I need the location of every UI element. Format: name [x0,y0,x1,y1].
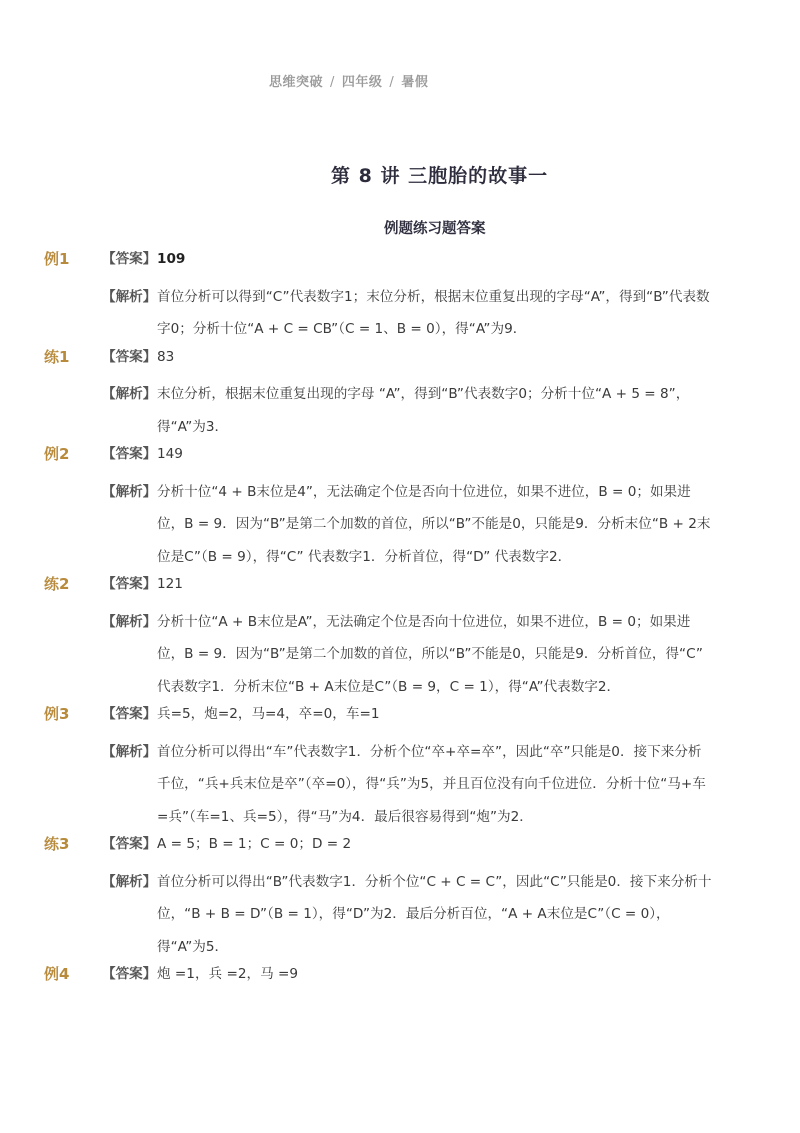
analysis-label: 【解析】 [102,288,157,305]
breadcrumb-term: 暑假 [401,75,429,90]
entry-tag: 例1 [44,250,70,268]
section-title: 例题练习题答案 [384,221,486,237]
answer-value: 121 [157,576,183,592]
lecture-title: 第 8 讲 三胞胎的故事一 [331,165,549,187]
breadcrumb-course: 思维突破 [269,75,324,90]
entry-tag: 例2 [44,445,70,463]
entry-practice-3 [0,833,800,963]
answer-value: 149 [157,446,183,462]
analysis-label: 【解析】 [102,613,157,630]
answer-value: 83 [157,348,175,365]
analysis-label: 【解析】 [102,483,157,500]
entry-example-1 [0,248,800,346]
analysis-text: 分析十位“4 + B末位是4”，无法确定个位是否向十位进位，如果不进位，B = 0；如果进位，B = 9．因为“B”是第二个加数的首位，所以“B”不能是0，只能是9．分析末位“B + 2末位是C”（B = 9），得“C” 代表数字1．分析首位，得“D” 代表数字2． [157,483,711,565]
breadcrumb [269,71,428,90]
entry-tag: 练1 [44,347,70,366]
entry-practice-2 [0,573,800,703]
entry-example-3 [0,703,800,833]
entry-example-2 [0,443,800,573]
answer-label: 【答案】 [102,706,157,722]
answer-label: 【答案】 [102,966,157,982]
entry-tag: 例3 [44,705,70,723]
answer-value: A = 5；B = 1；C = 0；D = 2 [157,836,352,852]
analysis-text: 分析十位“A + B末位是A”，无法确定个位是否向十位进位，如果不进位，B = 0；如果进位，B = 9．因为“B”是第二个加数的首位，所以“B”不能是0，只能是9．分析首位，得“C” 代表数字1．分析末位“B + A末位是C”（B = 9，C = 1），得“A”代表数字2． [157,613,703,695]
entry-tag: 例4 [44,965,70,983]
entry-tag: 练2 [44,575,70,593]
answer-label: 【答案】 [102,836,157,852]
entry-tag: 练3 [44,835,70,853]
analysis-label: 【解析】 [102,873,157,890]
analysis-label: 【解析】 [102,743,157,760]
answer-label: 【答案】 [102,348,157,365]
entry-practice-1 [0,346,800,444]
analysis-text: 首位分析可以得到“C”代表数字1；末位分析，根据末位重复出现的字母“A”，得到“B”代表数字0；分析十位“A + C = CB”（C = 1、B = 0），得“A”为9． [157,288,710,337]
answer-label: 【答案】 [102,251,157,267]
analysis-label: 【解析】 [102,386,157,402]
analysis-text: 首位分析可以得出“车”代表数字1．分析个位“卒+卒=卒”，因此“卒”只能是0．接下来分析千位，“兵+兵末位是卒”（卒=0），得“兵”为5，并且百位没有向千位进位．分析十位“马+车=兵”（车=1、兵=5），得“马”为4．最后很容易得到“炮”为2． [157,743,706,825]
analysis-text: 首位分析可以得出“B”代表数字1．分析个位“C + C = C”，因此“C”只能是0．接下来分析十位，“B + B = D”（B = 1），得“D”为2．最后分析百位，“A + A末位是C”（C = 0），得“A”为5． [157,873,712,955]
answer-label: 【答案】 [102,446,157,462]
answer-value: 兵=5，炮=2，马=4，卒=0，车=1 [157,706,380,722]
analysis-text: 末位分析，根据末位重复出现的字母 “A”，得到“B”代表数字0；分析十位“A + 5 = 8”，得“A”为3． [157,386,690,435]
answer-list [0,248,800,996]
entry-example-4 [0,963,800,996]
answer-value: 109 [157,251,186,267]
breadcrumb-separator: / [389,75,395,90]
breadcrumb-separator: / [330,75,335,90]
breadcrumb-grade: 四年级 [341,75,383,90]
answer-label: 【答案】 [102,576,157,592]
answer-value: 炮 =1，兵 =2，马 =9 [157,966,299,982]
